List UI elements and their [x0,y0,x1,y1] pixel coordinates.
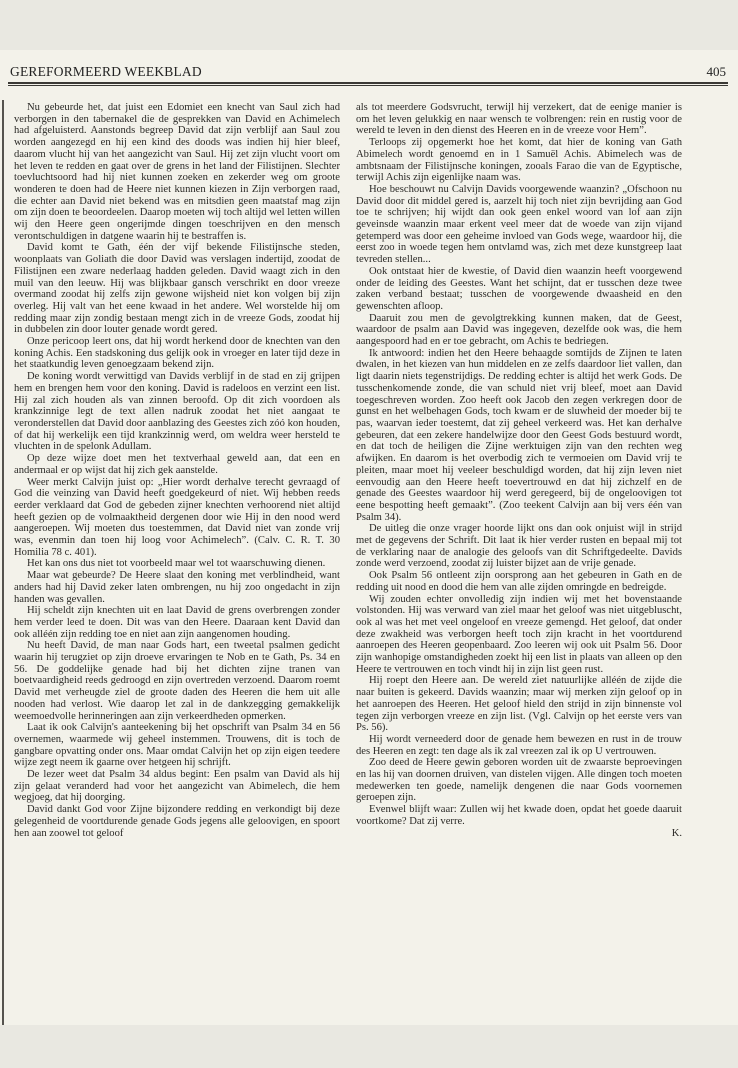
paragraph: Hij roept den Heere aan. De wereld ziet natuurlijke alléén de zijde die naar buiten is gekeerd. Davids waanzin; maar wij merken zijn geloof op in het aanroepen des Heeren. Het geloof hield den strijd in zijn binnenste vol tegen zijn verborgen vreeze en zijn list. (Vgl. Calvijn op het eerste vers van Ps. 56). [356,675,682,734]
paragraph: Maar wat gebeurde? De Heere slaat den koning met verblindheid, want anders had hij David zeker laten ombrengen, nu hij zoo ongedacht in zijn handen was gevallen. [14,570,340,605]
paragraph: Het kan ons dus niet tot voorbeeld maar wel tot waarschuwing dienen. [27,558,326,570]
paragraph: Hij scheldt zijn knechten uit en laat David de grens overbrengen zonder hem verder leed te doen. Dit was van den Heere. Daaraan kent David dan ook alléén zijn redding toe en niet aan zijn aangenomen houding. [14,605,340,640]
paragraph: Daaruit zou men de gevolgtrekking kunnen maken, dat de Geest, waardoor de psalm aan David was ingegeven, dezelfde ook was, die hem aangespoord had en er toe gebracht, om Achis te bedriegen. [356,312,682,348]
paragraph: Ik antwoord: indien het den Heere behaagde somtijds de Zijnen te laten dwalen, in het kiezen van hun middelen en ze zelfs daardoor liet vallen, dan ligt daarin niets tegenstrijdigs. De redding echter is altijd het werk Gods. De tusschenkomende zonde, die van schuld niet vrij bleef, moet aan David toegeschreven worden. Zoo heeft ook Jacob den zegen verkregen door de gunst en het welbehagen Gods, toch kwam er de sluwheid der moeder bij te pas, waarvan ieder toestemt, dat zij geheel verkeerd was. Het kan derhalve gebeuren, dat een zekere handelwijze door den Geest Gods bestuurd wordt, en dat toch de heiligen die Zijne werktuigen zijn van den rechten weg afwijken. En daarom is het overbodig zich te vermoeien om David vrij te pleiten, maar moet hij veeleer beschuldigd worden, dat hij zijn leven niet eenvoudig aan den Heere heeft toevertrouwd en dat hij zichzelf en de genade des Geestes waardoor hij werd geregeerd, bij de ongeloovigen tot eene bespotting heeft gemaakt”. (Zoo teekent Calvijn aan bij vers één van Psalm 34). [356,347,682,523]
right-column [356,102,682,839]
paragraph: Evenwel blijft waar: Zullen wij het kwade doen, opdat het goede daaruit voortkome? Dat zij verre. [356,804,682,827]
paragraph: Laat ik ook Calvijn's aanteekening bij het opschrift van Psalm 34 en 56 overnemen, waarmede wij geheel instemmen. Trouwens, dit is toch de gangbare opvatting onder ons. Maar omdat Calvijn het op zijn eigen teedere wijze zegt neem ik gaarne over hetgeen hij schrijft. [14,722,340,769]
paragraph: Ook Psalm 56 ontleent zijn oorsprong aan het gebeuren in Gath en de redding uit nood en dood die hem van alle zijden omringde en bedreigde. [356,570,682,593]
paragraph: Onze pericoop leert ons, dat hij wordt herkend door de knechten van den koning Achis. Een stadskoning dus gelijk ook in vroeger en later tijd deze in het staatkundig leven genoegzaam bekend zijn. [14,336,340,371]
paragraph: De uitleg die onze vrager hoorde lijkt ons dan ook onjuist wijl in strijd met de gegevens der Schrift. Dit laat ik hier verder rusten en bepaal mij tot de verklaring naar de analogie des geloofs van dit Schriftgedeelte. Davids zonde werd verzoend, zoodat zij luister bijzet aan de vrije genade. [356,523,682,570]
paragraph: Weer merkt Calvijn juist op: „Hier wordt derhalve terecht gevraagd of God die veinzing van David heeft goedgekeurd of niet. Wij hebben reeds eerder verklaard dat God de gebeden zijner knechten verhoorend niet altijd heeft gezien op de volmaaktheid dergenen door wie Hij in den nood werd aangeroepen. Wij moeten dus toestemmen, dat David niet van zonde vrij was, evenmin dan toen hij loog voor Achimelech”. (Calv. C. R. T. 30 Homilia 78 c. 401). [14,476,340,558]
page-number: 405 [706,64,726,79]
paragraph: Hoe beschouwt nu Calvijn Davids voorgewende waanzin? „Ofschoon nu David door dit middel gered is, aarzelt hij toch niet zijn bevrijding aan God toe te schrijven; hij wijdt dan ook geen enkel woord van lof aan zijn geveinsde waanzin maar erkent veel meer dat de woede van zijn vijand getemperd was door een geheime invloed van Gods wege, waardoor hij, die eerst zoo in woede tegen hem ontvlamd was, zich met deze kunstgreep laat tevreden stellen... [356,183,682,266]
paragraph: Terloops zij opgemerkt hoe het komt, dat hier de koning van Gath Abimelech wordt genoemd en in 1 Samuël Achis. Abimelech was de ambtsnaam der Filistijnsche koningen, zooals Farao die van de Egyptische, terwijl Achis zijn eigenlijke naam was. [356,137,682,184]
paragraph: De koning wordt verwittigd van Davids verblijf in de stad en zij grijpen hem en brengen hem voor den koning. David is radeloos en verzint een list. Hij zal zich houden als van zinnen beroofd. Op dit zich voordoen als krankzinnige legt de text allen nadruk zoodat het niet aangaat te veronderstellen dat David door aanblazing des Geestes zich zóó kon houden, of dat hij werkelijk een tijd krankzinnig werd, om weldra weer hersteld te vluchten in de spelonk Adullam. [14,371,340,453]
left-column [14,102,340,839]
publication-title: GEREFORMEERD WEEKBLAD [10,64,202,79]
paragraph: Ook ontstaat hier de kwestie, of David dien waanzin heeft voorgewend onder de leiding des Geestes. Want het schijnt, dat er tusschen deze twee zaken verband bestaat; tusschen de voorgewende dwaasheid en den gewenschten afloop. [356,265,682,312]
paragraph: als tot meerdere Godsvrucht, terwijl hij verzekert, dat de eenige manier is om het leven gelukkig en naar wensch te volbrengen: rein en rustig voor de wereld te leven in den dienst des Heeren en in de vreeze voor Hem”. [356,102,682,137]
paragraph: Wij zouden echter onvolledig zijn indien wij met het bovenstaande volstonden. Hij was verward van ziel maar het geloof was niet uitgebluscht, ook al was het met veel ongeloof en vreeze gemengd. Het geloof, dat onder deze zwakheid was verborgen heeft toch zijn kracht in het voortdurend aanroepen des Heeren geopenbaard. Zoo leeren wij ook uit Psalm 56. Door zijn wanhopige omstandigheden zoekt hij een list in plaats van alleen op den Heere te vertrouwen en toch vindt hij in zijn list geen rust. [356,593,682,675]
paragraph: Zoo deed de Heere gewin geboren worden uit de zwaarste beproevingen en las hij van doornen druiven, van distelen vijgen. Alle dingen toch moeten medewerken ten goede, namelijk dengenen die naar Gods voornemen geroepen zijn. [356,757,682,804]
paragraph: De lezer weet dat Psalm 34 aldus begint: Een psalm van David als hij zijn gelaat veranderd had voor het aangezicht van Abimelech, die hem wegjoeg, dat hij doorging. [14,769,340,804]
newspaper-page [0,50,738,1025]
paragraph: Op deze wijze doet men het textverhaal geweld aan, dat een en andermaal er op wijst dat hij zich gek aanstelde. [14,453,340,476]
header-rule-thick [8,82,728,84]
page-header [10,64,726,82]
header-rule-thin [8,85,728,86]
left-margin-line [2,100,4,1025]
paragraph: David komt te Gath, één der vijf bekende Filistijnsche steden, woonplaats van Goliath die door David was verslagen indertijd, zoodat de Filistijnen een zware nederlaag hadden geleden. David waagt zich in den muil van den leeuw. Hij was blijkbaar gansch verschrikt en door vreeze overmand zoodat hij zelfs zijn gewone wijsheid niet kon volgen bij zijn overleg. Hij valt van het eene kwaad in het andere. Wel worstelde hij om redding maar zijn zondig bestaan mengt zich in de vreeze Gods, zoodat hij in dubbelen zin door louter genade wordt gered. [14,242,340,336]
paragraph: Hij wordt verneederd door de genade hem bewezen en rust in de trouw des Heeren en zegt: ten dage als ik zal vreezen zal ik op U vertrouwen. [356,733,682,757]
paragraph: Nu gebeurde het, dat juist een Edomiet een knecht van Saul zich had verborgen in den tabernakel die de gesprekken van David en Achimelech had afgeluisterd. Aanstonds begreep David dat zijn verblijf aan Saul zou worden aangezegd en hij een kind des doods was indien hij hier bleef, daarom vlucht hij van het aangezicht van Saul. Hij zet zijn vlucht voort om het leven te redden en gaat over de grens in het land der Filistijnen. Slechter toevluchtsoord had hij niet kunnen zoeken en zekerder weg om groote wonderen te doen had de Heere niet kunnen kiezen in Zijn verborgen raad, die echter aan David niet bekend was en mitsdien geen maatstaf mag zijn om zijn doen te beoordeelen. Daarop moeten wij toch altijd wel letten willen wij den Heere geen ongerijmde dingen toeschrijven en den mensch verontschuldigen in datgene waarin hij te bestraffen is. [14,102,340,242]
paragraph: Nu heeft David, de man naar Gods hart, een tweetal psalmen gedicht waarin hij terugziet op zijn droeve ervaringen te Nob en te Gath, Ps. 34 en 56. De goddelijke genade had bij het dichten zijne tranen van boetvaardigheid reeds gedroogd en zijn overtreden verzoend. Daarom roemt David met verheugde ziel de groote daden des Heeren die hem uit alle nooden had verlost. Wie daarop let zal in de dankzegging gemakkelijk weemoedvolle herinneringen aan zijn verkeerdheden opmerken. [14,640,340,722]
author-signature: K. [671,827,682,839]
paragraph: David dankt God voor Zijne bijzondere redding en verkondigt bij deze gelegenheid de voortdurende genade Gods jegens alle geloovigen, en spoort hen aan zoowel tot geloof [14,804,340,839]
